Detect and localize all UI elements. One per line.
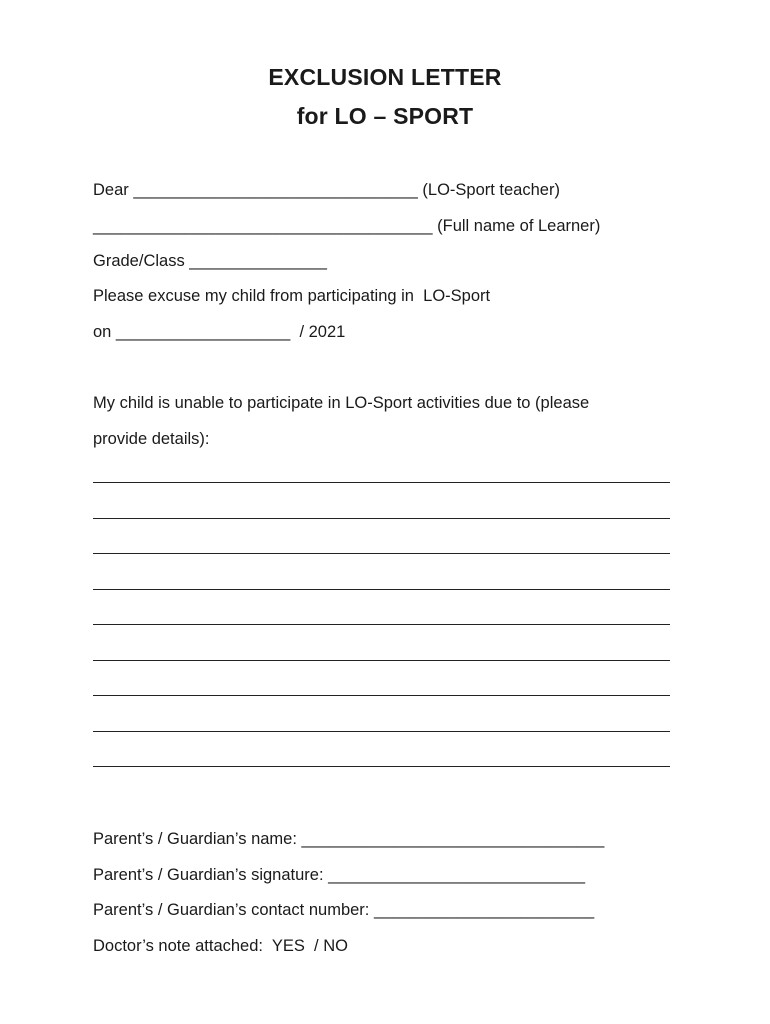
letter-subtitle: for LO – SPORT	[296, 103, 474, 129]
details-blank-line[interactable]	[93, 660, 670, 661]
guardian-signature-line[interactable]: Parent’s / Guardian’s signature: ____________________________	[93, 866, 586, 884]
reason-prompt-line-1: My child is unable to participate in LO-Sport activities due to (please	[93, 394, 590, 412]
guardian-contact-line[interactable]: Parent’s / Guardian’s contact number: ________________________	[93, 901, 595, 919]
reason-prompt-line-2: provide details):	[93, 430, 210, 448]
guardian-name-line[interactable]: Parent’s / Guardian’s name: _________________________________	[93, 830, 605, 848]
doctor-note-line[interactable]: Doctor’s note attached: YES / NO	[93, 937, 348, 955]
excuse-statement: Please excuse my child from participating in LO-Sport	[93, 287, 491, 305]
details-blank-line[interactable]	[93, 518, 670, 519]
details-blank-line[interactable]	[93, 482, 670, 483]
details-blank-line[interactable]	[93, 766, 670, 767]
dear-teacher-line[interactable]: Dear _______________________________ (LO-Sport teacher)	[93, 181, 560, 199]
details-blank-line[interactable]	[93, 589, 670, 590]
grade-class-line[interactable]: Grade/Class _______________	[93, 252, 327, 270]
details-blank-line[interactable]	[93, 731, 670, 732]
date-line[interactable]: on ___________________ / 2021	[93, 323, 346, 341]
learner-name-line[interactable]: _____________________________________ (Full name of Learner)	[93, 217, 601, 235]
details-blank-line[interactable]	[93, 624, 670, 625]
details-blank-line[interactable]	[93, 553, 670, 554]
details-blank-line[interactable]	[93, 695, 670, 696]
letter-title: EXCLUSION LETTER	[268, 64, 502, 90]
